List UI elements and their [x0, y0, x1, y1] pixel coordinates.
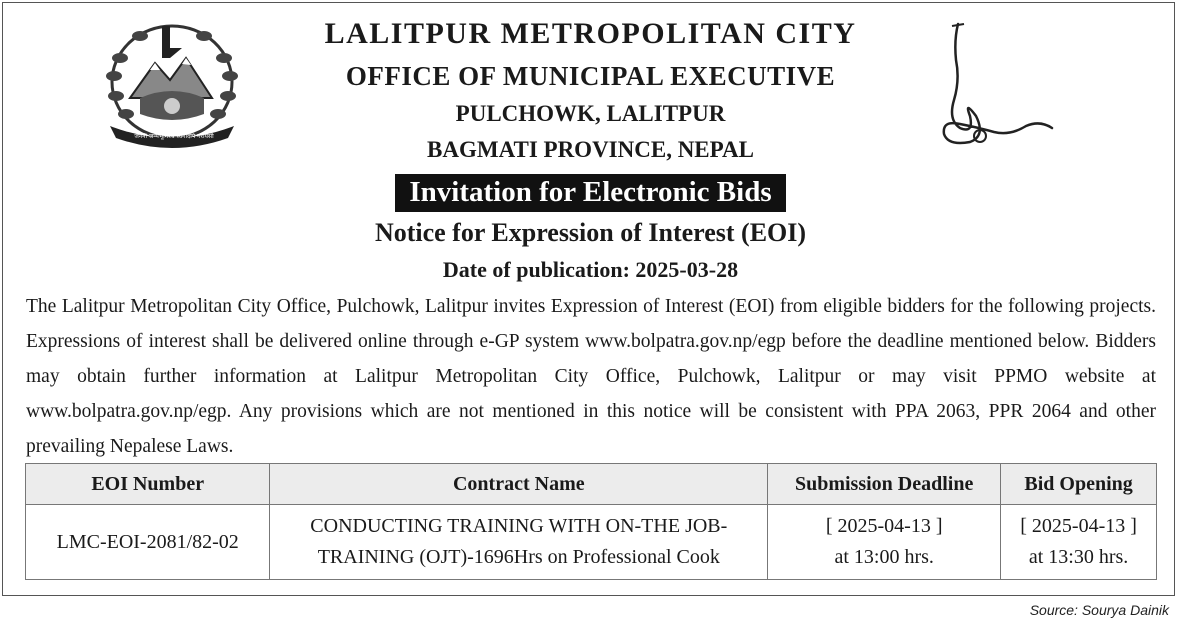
notice-body: The Lalitpur Metropolitan City Office, Pulchowk, Lalitpur invites Expression of Interest (EOI) from eligible bidders for the following projects. Expressions of interest shall be delivered online through e-GP system www.bolpatra.gov.np/egp before the deadline mentioned below. Bidders may obtain further information at Lalitpur Metropolitan City Office, Pulchowk, Lalitpur or may visit PPMO website at www.bolpatra.gov.np/egp. Any provisions which are not mentioned in this notice will be consistent with PPA 2063, PPR 2064 and other prevailing Nepalese Laws.: [26, 296, 1156, 457]
cell-submission-deadline: [768, 505, 1001, 580]
publication-date: [0, 257, 1181, 283]
col-eoi-number: EOI Number: [26, 464, 270, 505]
deadline-time: at 13:00 hrs.: [834, 546, 934, 568]
opening-time: at 13:30 hrs.: [1028, 546, 1129, 568]
col-bid-opening: Bid Opening: [1001, 464, 1157, 505]
deadline-date: [ 2025-04-13 ]: [825, 515, 943, 537]
cell-eoi-number: LMC-EOI-2081/82-02: [26, 505, 270, 580]
notice-subtitle: Notice for Expression of Interest (EOI): [374, 218, 807, 247]
cell-bid-opening: [1001, 505, 1157, 580]
publication-label: Date of publication:: [442, 257, 630, 282]
col-submission-deadline: Submission Deadline: [768, 464, 1001, 505]
cell-contract-name: CONDUCTING TRAINING WITH ON-THE JOB-TRAINING (OJT)-1696Hrs on Professional Cook: [270, 505, 768, 580]
header-province: BAGMATI PROVINCE, NEPAL: [427, 137, 754, 162]
header-office: OFFICE OF MUNICIPAL EXECUTIVE: [345, 61, 836, 91]
emblem-motto: जननी जन्मभूमिश्च स्वर्गादपि गरीयसी: [134, 133, 214, 140]
opening-date: [ 2025-04-13 ]: [1020, 515, 1137, 537]
invitation-banner: Invitation for Electronic Bids: [395, 174, 785, 212]
banner-wrapper: [0, 174, 1181, 212]
table-header-row: [26, 464, 1157, 505]
header-address: PULCHOWK, LALITPUR: [455, 101, 726, 126]
eoi-table: [25, 463, 1157, 580]
source-credit: Source: Sourya Dainik: [1029, 602, 1169, 618]
header-city: LALITPUR METROPOLITAN CITY: [324, 17, 857, 50]
col-contract-name: Contract Name: [270, 464, 768, 505]
table-row: [26, 505, 1157, 580]
publication-value: 2025-03-28: [635, 257, 739, 282]
